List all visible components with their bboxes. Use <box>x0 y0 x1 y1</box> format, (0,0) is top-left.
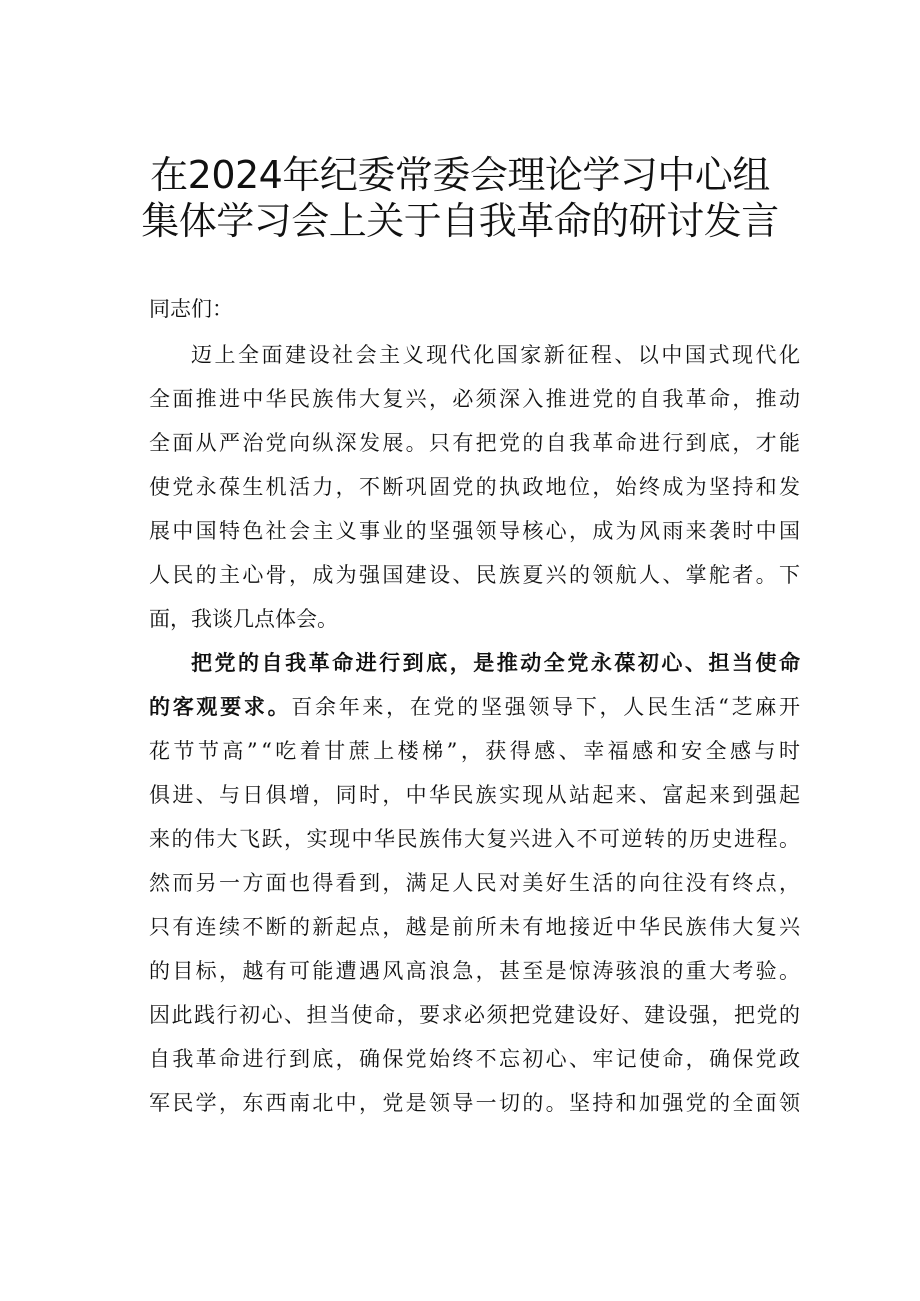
paragraph-2-line-5: 来的伟大飞跃，实现中华民族伟大复兴进入不可逆转的历史进程。 <box>149 827 802 851</box>
document-title-line-1: 在2024年纪委常委会理论学习中心组 <box>150 153 770 197</box>
paragraph-1-line-1: 迈上全面建设社会主义现代化国家新征程、以中国式现代化 <box>191 343 803 367</box>
paragraph-1-line-7: 面，我谈几点体会。 <box>149 607 338 631</box>
paragraph-2-line-11: 军民学，东西南北中，党是领导一切的。坚持和加强党的全面领 <box>149 1091 803 1115</box>
paragraph-1-line-6: 人民的主心骨，成为强国建设、民族夏兴的领航人、掌舵者。下 <box>149 563 803 587</box>
paragraph-2-heading-line-2: 的客观要求。 <box>149 694 292 719</box>
paragraph-1-line-3: 全面从严治党向纵深发展。只有把党的自我革命进行到底，才能 <box>149 431 803 455</box>
document-title-line-2: 集体学习会上关于自我革命的研讨发言 <box>141 199 779 243</box>
paragraph-1-line-2: 全面推进中华民族伟大复兴，必须深入推进党的自我革命，推动 <box>149 387 803 411</box>
greeting: 同志们： <box>149 297 233 321</box>
paragraph-2-line-2-text: 百余年来，在党的坚强领导下，人民生活“芝麻开 <box>291 695 803 719</box>
paragraph-2-line-9: 因此践行初心、担当使命，要求必须把党建设好、建设强，把党的 <box>149 1003 802 1027</box>
paragraph-2-line-8: 的目标，越有可能遭遇风高浪急，甚至是惊涛骇浪的重大考验。 <box>149 959 803 983</box>
paragraph-2-line-10: 自我革命进行到底，确保党始终不忘初心、牢记使命，确保党政 <box>149 1047 803 1071</box>
paragraph-1-line-4: 使党永葆生机活力，不断巩固党的执政地位，始终成为坚持和发 <box>149 475 803 499</box>
paragraph-2-line-7: 只有连续不断的新起点，越是前所未有地接近中华民族伟大复兴 <box>149 915 803 939</box>
paragraph-2-line-4: 俱进、与日俱增，同时，中华民族实现从站起来、富起来到强起 <box>149 783 803 807</box>
paragraph-2-line-2 <box>149 693 803 721</box>
paragraph-2-line-6: 然而另一方面也得看到，满足人民对美好生活的向往没有终点， <box>149 871 803 895</box>
paragraph-2-line-3: 花节节高”“吃着甘蔗上楼梯”，获得感、幸福感和安全感与时 <box>149 739 804 763</box>
paragraph-2-heading-line-1: 把党的自我革命进行到底，是推动全党永葆初心、担当使命 <box>191 650 803 675</box>
paragraph-1-line-5: 展中国特色社会主义事业的坚强领导核心，成为风雨来袭时中国 <box>149 519 803 543</box>
